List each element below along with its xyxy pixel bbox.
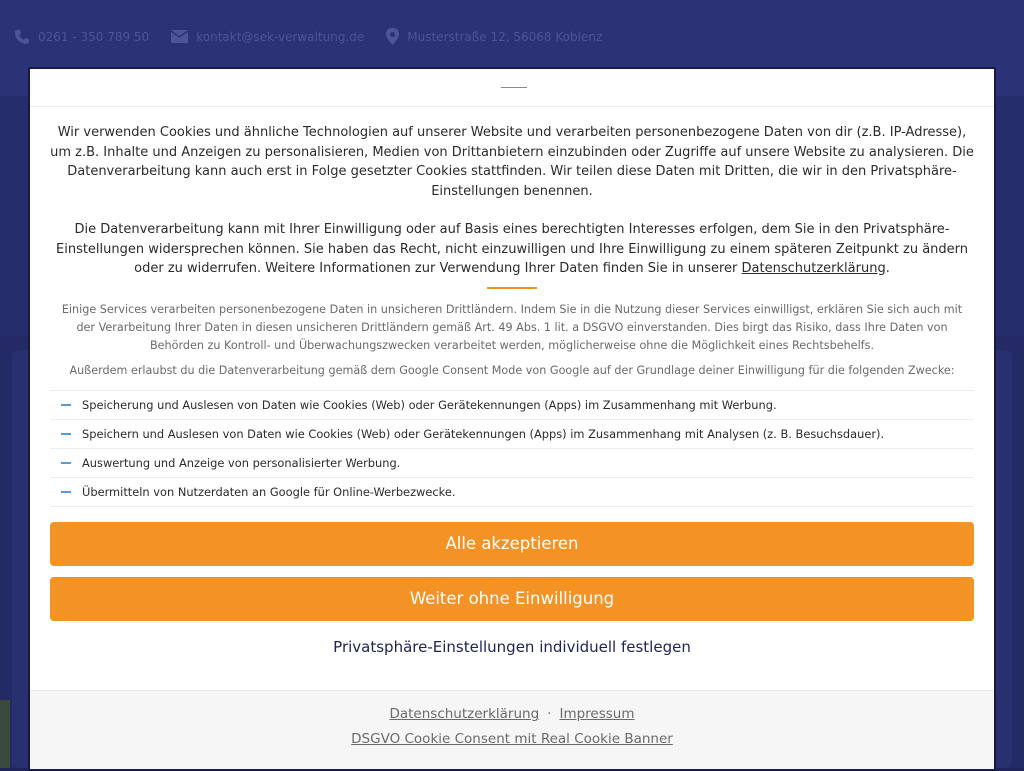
street-address: Musterstraße 12, 56068 Koblenz	[407, 29, 603, 44]
purpose-list	[50, 390, 974, 507]
cookie-consent-dialog	[28, 67, 996, 771]
footer-imprint-link[interactable]: Impressum	[559, 706, 635, 722]
intro-period: .	[885, 261, 890, 276]
purpose-label: Übermitteln von Nutzerdaten an Google für Online-Werbezwecke.	[82, 484, 456, 499]
envelope-icon	[171, 30, 188, 43]
legal-notes	[30, 301, 994, 380]
section-divider	[487, 287, 537, 289]
header-logo-placeholder	[501, 87, 527, 88]
intro-paragraph-2-text: Die Datenverarbeitung kann mit Ihrer Einwilligung oder auf Basis eines berechtigten Interesses erfolgen, dem Sie in den Privatsphäre-Einstellungen widersprechen können. Sie haben das Recht, nicht einzuwilligen und Ihre Einwilligung zu einem späteren Zeitpunkt zu ändern oder zu widerrufen. Weitere Informationen zur Verwendung Ihrer Daten finden Sie in unserer	[56, 222, 968, 276]
contact-phone[interactable]	[14, 28, 149, 45]
dialog-footer	[30, 690, 994, 769]
purpose-item	[50, 449, 974, 478]
contact-email[interactable]	[171, 28, 364, 45]
dash-icon	[61, 491, 71, 493]
email-address: kontakt@sek-verwaltung.de	[196, 29, 365, 44]
dash-icon	[61, 462, 71, 464]
accept-all-button[interactable]: Alle akzeptieren	[50, 522, 974, 566]
individual-privacy-settings-link[interactable]: Privatsphäre-Einstellungen individuell festlegen	[333, 637, 691, 656]
footer-plugin-link[interactable]: DSGVO Cookie Consent mit Real Cookie Banner	[351, 731, 673, 747]
footer-separator: ·	[547, 706, 552, 722]
dialog-header	[30, 69, 994, 107]
footer-links-row	[30, 704, 994, 724]
contact-row	[14, 28, 602, 45]
phone-icon	[14, 29, 30, 45]
privacy-policy-link[interactable]: Datenschutzerklärung	[741, 261, 886, 276]
purpose-label: Auswertung und Anzeige von personalisierter Werbung.	[82, 455, 401, 470]
purpose-item	[50, 478, 974, 507]
consent-mode-notice: Außerdem erlaubst du die Datenverarbeitung gemäß dem Google Consent Mode von Google auf der Grundlage deiner Einwilligung für die folgenden Zwecke:	[69, 363, 955, 377]
continue-without-consent-button[interactable]: Weiter ohne Einwilligung	[50, 577, 974, 621]
dash-icon	[61, 433, 71, 435]
footer-plugin-row	[30, 729, 994, 749]
intro-text	[30, 107, 994, 279]
phone-number: 0261 - 350 789 50	[38, 29, 150, 44]
third-country-notice: Einige Services verarbeiten personenbezogene Daten in unsicheren Drittländern. Indem Sie in die Nutzung dieser Services einwilligst, erklären Sie sich auch mit der Verarbeitung Ihrer Daten in diesen unsicheren Drittländern gemäß Art. 49 Abs. 1 lit. a DSGVO einverstanden. Dies birgt das Risiko, dass Ihre Daten von Behörden zu Kontroll- und Überwachungszwecken verarbeitet werden, möglicherweise ohne die Möglichkeit eines Rechtsbehelfs.	[61, 302, 963, 352]
site-decoration	[0, 700, 10, 768]
map-pin-icon	[386, 28, 399, 45]
dash-icon	[61, 404, 71, 406]
contact-address[interactable]	[386, 28, 602, 45]
intro-paragraph-1: Wir verwenden Cookies und ähnliche Technologien auf unserer Website und verarbeiten personenbezogene Daten von dir (z.B. IP-Adresse), um z.B. Inhalte und Anzeigen zu personalisieren, Medien von Drittanbietern einzubinden oder Zugriffe auf unsere Website zu analysieren. Die Datenverarbeitung kann auch erst in Folge gesetzter Cookies stattfinden. Wir teilen diese Daten mit Dritten, die wir in den Privatsphäre-Einstellungen benennen.	[50, 125, 974, 199]
purpose-item	[50, 391, 974, 420]
purpose-label: Speichern und Auslesen von Daten wie Cookies (Web) oder Gerätekennungen (Apps) im Zusammenhang mit Analysen (z. B. Besuchsdauer).	[82, 426, 885, 441]
purpose-label: Speicherung und Auslesen von Daten wie Cookies (Web) oder Gerätekennungen (Apps) im Zusammenhang mit Werbung.	[82, 397, 777, 412]
footer-privacy-link[interactable]: Datenschutzerklärung	[389, 706, 540, 722]
intro-paragraph-2	[50, 220, 974, 279]
purpose-item	[50, 420, 974, 449]
